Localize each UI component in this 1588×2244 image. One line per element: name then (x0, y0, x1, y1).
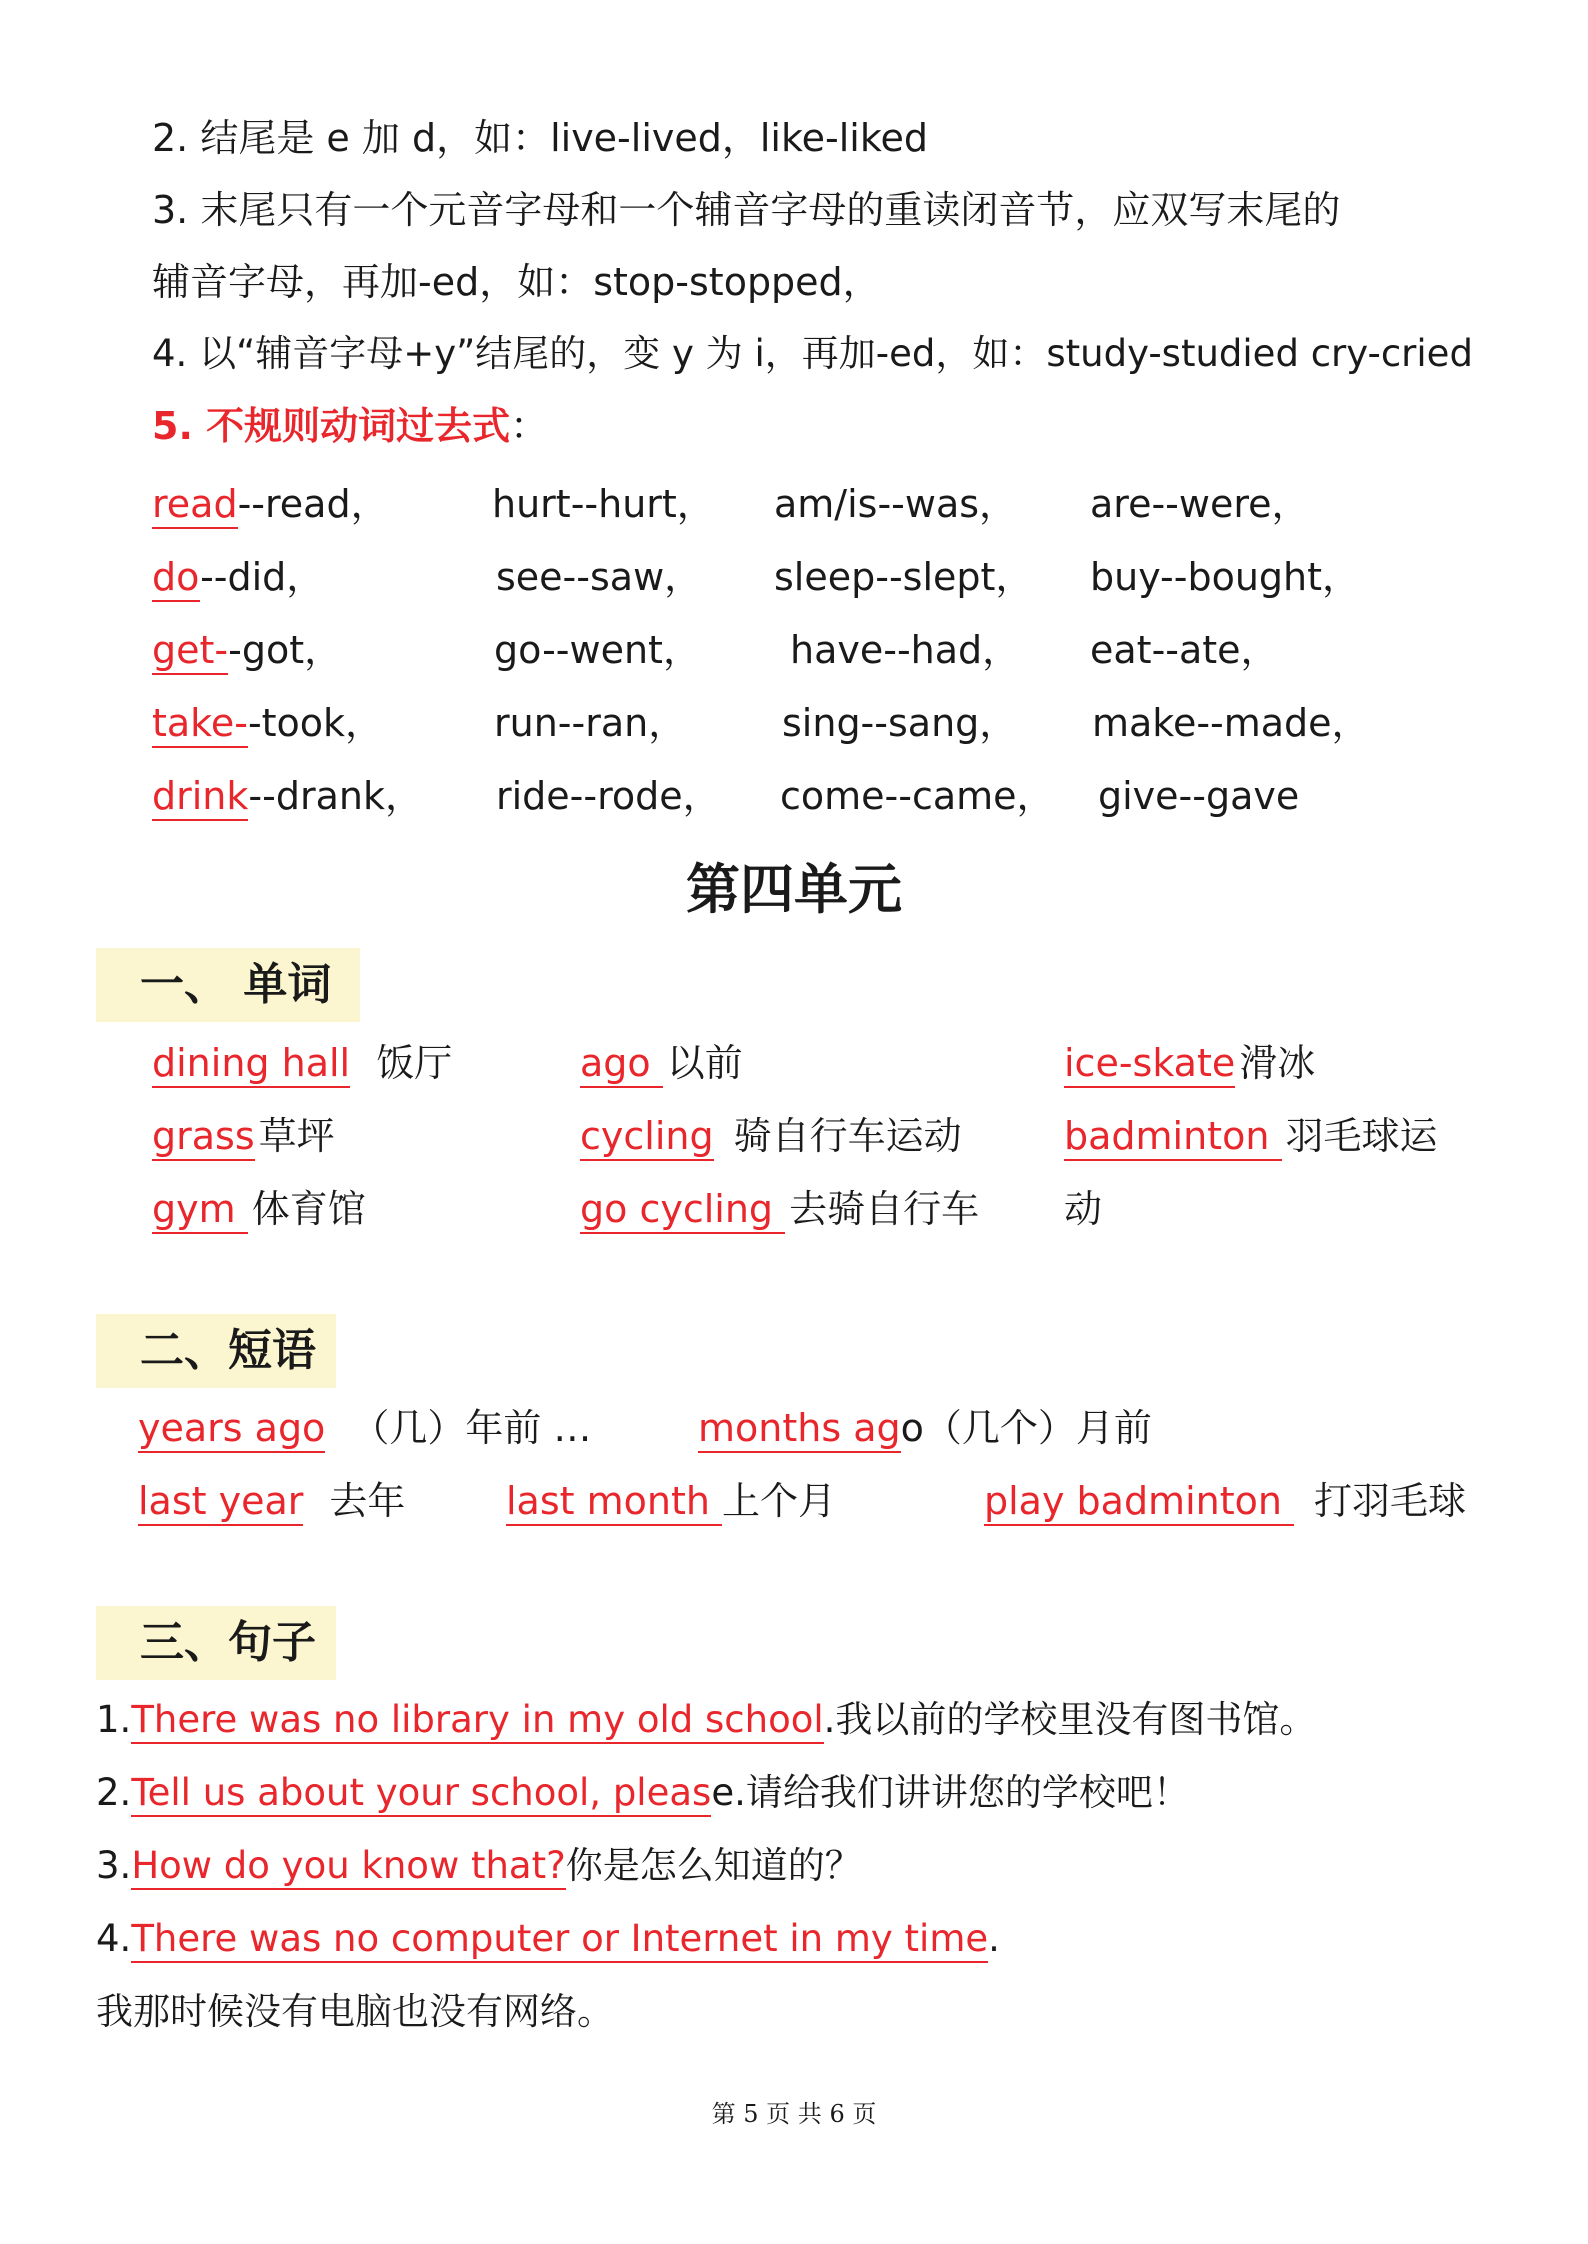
rule-5-heading: 5. 不规则动词过去式 (152, 404, 511, 448)
irregular-verb-base: take- (152, 701, 248, 748)
irregular-verb-past: --did， (200, 555, 325, 599)
word-entry (1064, 1106, 1438, 1166)
irregular-verb-past: --drank， (248, 774, 423, 818)
irregular-verb-pair: ride--rode， (496, 774, 721, 818)
word-en: badminton (1064, 1114, 1282, 1161)
sentence-en: How do you know that? (131, 1844, 565, 1890)
irregular-verb-pair: have--had， (790, 628, 1021, 672)
word-en: dining hall (152, 1041, 350, 1088)
irregular-verb-pair: eat--ate， (1090, 628, 1279, 672)
sentence-number: 2. (96, 1771, 132, 1814)
irregular-verb-pair: give--gave (1098, 774, 1300, 818)
section-2-label: 二、短语 (140, 1325, 316, 1376)
irregular-verb-pair: run--ran， (494, 701, 687, 745)
word-en: ice-skate (1064, 1041, 1235, 1088)
sentence-row (96, 1836, 862, 1896)
sentence-zh: 你是怎么知道的？ (565, 1844, 862, 1887)
unit-title: 第四单元 (686, 858, 902, 921)
irregular-verb-base: get- (152, 628, 228, 675)
irregular-verb-past: -got， (228, 628, 343, 672)
phrase-tail: o (900, 1406, 924, 1450)
irregular-verb-pair: see--saw， (496, 555, 703, 599)
irregular-verb-pair: hurt--hurt， (492, 482, 715, 526)
word-zh: 骑自行车运动 (733, 1114, 962, 1158)
phrase-entry (506, 1471, 836, 1531)
word-zh: 去骑自行车 (789, 1187, 980, 1231)
phrase-zh: 上个月 (722, 1479, 837, 1523)
sentence-row (96, 1690, 1316, 1750)
word-entry (580, 1179, 979, 1239)
sentence-en: There was no library in my old school (131, 1698, 823, 1744)
section-3-label: 三、句子 (140, 1617, 316, 1668)
sentence-number: 1. (96, 1698, 132, 1741)
word-zh: 体育馆 (251, 1187, 366, 1231)
word-entry (152, 1033, 452, 1093)
irregular-verb-row (152, 474, 389, 534)
phrase-zh: （几）年前 … (351, 1406, 592, 1450)
irregular-verb-pair: are--were， (1090, 482, 1310, 526)
irregular-verb-pair: sing--sang， (782, 701, 1018, 745)
word-zh: 草坪 (258, 1114, 335, 1158)
sentence-row (96, 1763, 1190, 1823)
word-entry (152, 1179, 366, 1239)
word-zh: 动 (1064, 1187, 1103, 1231)
rule-3-line-1: 3. 末尾只有一个元音字母和一个辅音字母的重读闭音节，应双写末尾的 (152, 188, 1341, 232)
word-en: grass (152, 1114, 255, 1161)
page-footer: 第 5 页 共 6 页 (711, 2100, 877, 2128)
word-en: go cycling (580, 1187, 785, 1234)
sentence-number: 3. (96, 1844, 132, 1887)
section-1-label: 一、 单词 (140, 959, 332, 1010)
word-zh: 滑冰 (1239, 1041, 1316, 1085)
irregular-verb-pair: come--came， (780, 774, 1055, 818)
phrase-entry (984, 1471, 1466, 1531)
word-entry (580, 1106, 962, 1166)
rule-5-heading-line (152, 396, 548, 456)
phrase-zh: （几个）月前 (923, 1406, 1152, 1450)
rule-3-line-2: 辅音字母，再加-ed，如：stop-stopped， (152, 260, 881, 304)
sentence-translation: 我那时候没有电脑也没有网络。 (96, 1990, 614, 2033)
word-entry (152, 1106, 335, 1166)
rule-4: 4. 以“辅音字母+y”结尾的，变 y 为 i，再加-ed，如：study-studied cry-cried (152, 332, 1473, 375)
word-en: cycling (580, 1114, 714, 1161)
irregular-verb-base: do (152, 555, 200, 602)
phrase-en: months ag (698, 1406, 901, 1453)
word-zh: 以前 (666, 1041, 743, 1085)
phrase-en: play badminton (984, 1479, 1294, 1526)
word-entry (580, 1033, 743, 1093)
irregular-verb-pair: buy--bought， (1090, 555, 1361, 599)
irregular-verb-base: drink (152, 774, 248, 821)
word-entry-continued (1064, 1179, 1102, 1239)
irregular-verb-past: --read， (237, 482, 389, 526)
word-zh: 羽毛球运 (1285, 1114, 1438, 1158)
irregular-verb-pair: go--went， (494, 628, 701, 672)
word-en: gym (152, 1187, 248, 1234)
irregular-verb-row (152, 547, 324, 607)
sentence-number: 4. (96, 1917, 132, 1960)
irregular-verb-pair: sleep--slept， (774, 555, 1034, 599)
phrase-entry (698, 1398, 1152, 1458)
sentence-en: Tell us about your school, pleas (131, 1771, 711, 1817)
rule-5-colon: ： (510, 404, 549, 448)
irregular-verb-base: read (152, 482, 238, 529)
irregular-verb-row (152, 766, 423, 826)
phrase-entry (138, 1471, 405, 1531)
sentence-en: There was no computer or Internet in my time (131, 1917, 988, 1963)
irregular-verb-pair: make--made， (1092, 701, 1370, 745)
sentence-zh: .我以前的学校里没有图书馆。 (823, 1698, 1317, 1741)
sentence-row (96, 1909, 1000, 1969)
phrase-zh: 打羽毛球 (1314, 1479, 1467, 1523)
irregular-verb-row (152, 693, 383, 753)
word-en: ago (580, 1041, 663, 1088)
sentence-zh: e.请给我们讲讲您的学校吧！ (711, 1771, 1190, 1814)
phrase-zh: 去年 (329, 1479, 406, 1523)
phrase-en: years ago (138, 1406, 325, 1453)
phrase-en: last year (138, 1479, 303, 1526)
rule-2: 2. 结尾是 e 加 d，如：live-lived，like-liked (152, 116, 928, 160)
irregular-verb-pair: am/is--was， (774, 482, 1018, 526)
word-zh: 饭厅 (376, 1041, 453, 1085)
sentence-zh: . (988, 1917, 1000, 1960)
irregular-verb-past: -took， (247, 701, 384, 745)
phrase-en: last month (506, 1479, 722, 1526)
irregular-verb-row (152, 620, 342, 680)
phrase-entry (138, 1398, 591, 1458)
word-entry (1064, 1033, 1315, 1093)
